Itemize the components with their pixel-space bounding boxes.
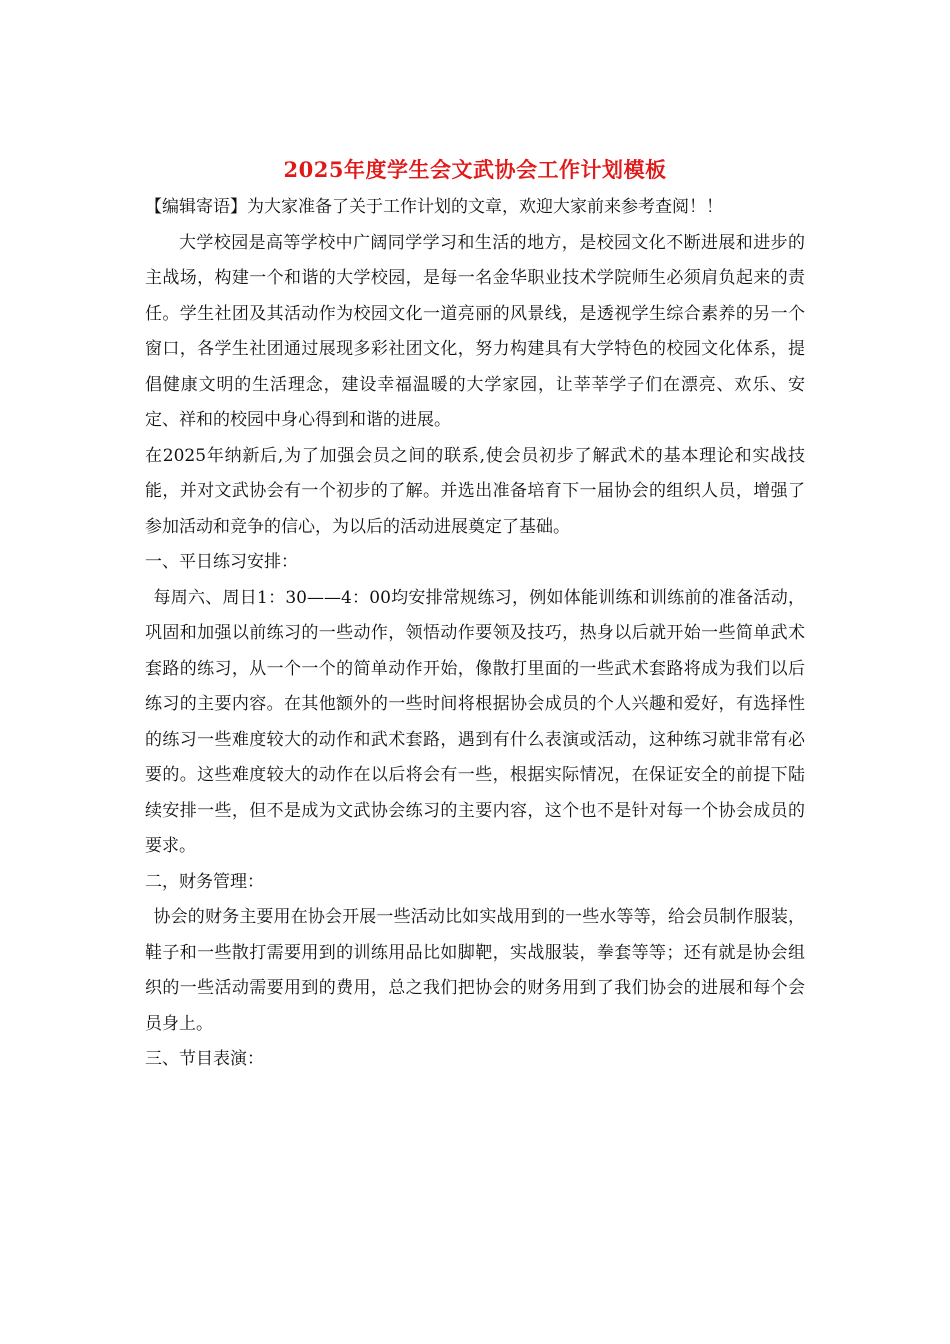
document-title: 2025年度学生会文武协会工作计划模板 bbox=[283, 157, 667, 182]
section-body-finance: 协会的财务主要用在协会开展一些活动比如实战用到的一些水等等，给会员制作服装，鞋子和一些散打需要用到的训练用品比如脚靶，实战服装，拳套等等；还有就是协会组织的一些活动需要用到的费用，总之我们把协会的财务用到了我们协会的进展和每个会员身上。 bbox=[145, 907, 805, 1034]
intro-paragraph: 大学校园是高等学校中广阔同学学习和生活的地方，是校园文化不断进展和进步的主战场，构建一个和谐的大学校园，是每一名金华职业技术学院师生必须肩负起来的责任。学生社团及其活动作为校园文化一道亮丽的风景线，是透视学生综合素养的另一个窗口，各学生社团通过展现多彩社团文化，努力构建具有大学特色的校园文化体系，提倡健康文明的生活理念，建设幸福温暖的大学家园，让莘莘学子们在漂亮、欢乐、安定、祥和的校园中身心得到和谐的进展。 bbox=[145, 232, 805, 430]
document-page bbox=[145, 150, 805, 1078]
editor-note: 【编辑寄语】为大家准备了关于工作计划的文章，欢迎大家前来参考查阅！！ bbox=[145, 197, 723, 217]
section-heading-practice: 一、平日练习安排： bbox=[145, 552, 298, 572]
section-body-practice: 每周六、周日1：30——4：00均安排常规练习，例如体能训练和训练前的准备活动，巩固和加强以前练习的一些动作，领悟动作要领及技巧，热身以后就开始一些简单武术套路的练习，从一个一个的简单动作开始，像散打里面的一些武术套路将成为我们以后练习的主要内容。在其他额外的一些时间将根据协会成员的个人兴趣和爱好，有选择性的练习一些难度较大的动作和武术套路，遇到有什么表演或活动，这种练习就非常有必要的。这些难度较大的动作在以后将会有一些，根据实际情况，在保证安全的前提下陆续安排一些，但不是成为文武协会练习的主要内容，这个也不是针对每一个协会成员的要求。 bbox=[145, 587, 805, 856]
section-heading-performance: 三、节目表演： bbox=[145, 1049, 264, 1069]
section-heading-finance: 二，财务管理： bbox=[145, 871, 264, 892]
paragraph-recruitment: 在2025年纳新后,为了加强会员之间的联系,使会员初步了解武术的基本理论和实战技能，并对文武协会有一个初步的了解。并选出准备培育下一届协会的组织人员，增强了参加活动和竞争的信心，为以后的活动进展奠定了基础。 bbox=[145, 445, 805, 537]
